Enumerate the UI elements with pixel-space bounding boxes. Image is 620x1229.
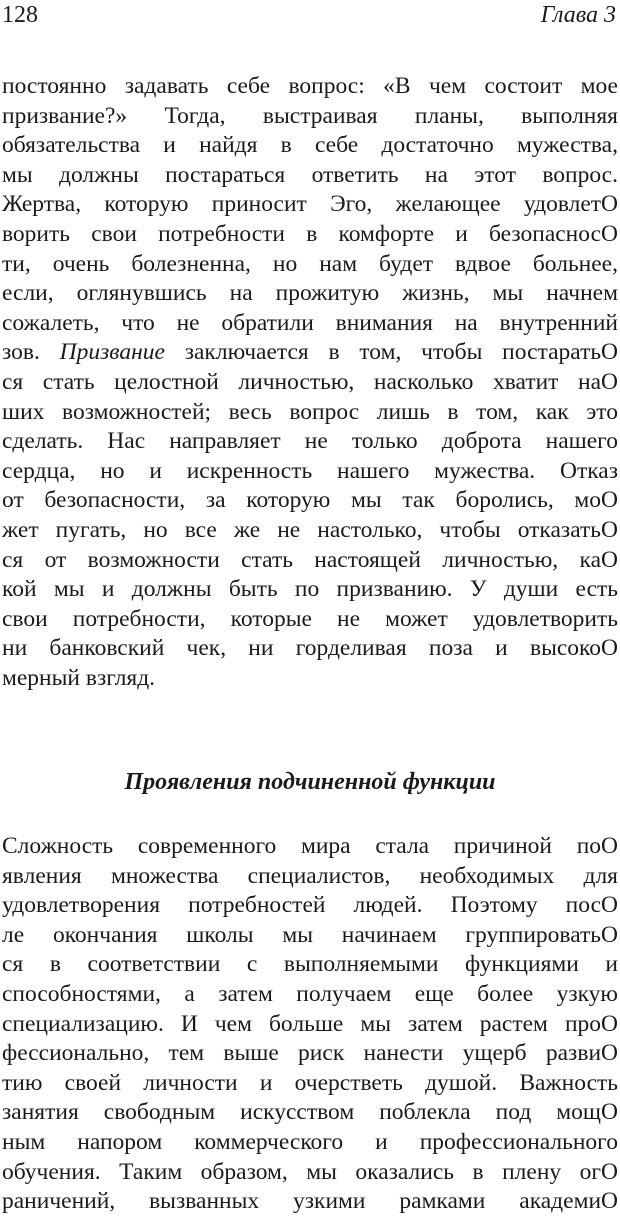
text-line: ворить свои потребности в комфорте и безопасносО (2, 220, 618, 247)
text-line: если, оглянувшись на прожитую жизнь, мы начнем (2, 280, 618, 307)
text-line: призвание?» Тогда, выстраивая планы, выполняя (2, 102, 618, 129)
text-line: Сложность современного мира стала причиной поО (2, 833, 618, 859)
text-line: удовлетворения потребностей людей. Поэтому посО (2, 892, 618, 919)
text-line: специализацию. И чем больше мы затем растем проО (2, 1010, 618, 1037)
paragraph-1 (0, 72, 620, 693)
text-line: сердца, но и искренность нашего мужества. Отказ (2, 457, 618, 484)
text-line: ших возможностей; весь вопрос лишь в том, как это (2, 398, 618, 425)
text-line: обязательства и найдя в себе достаточно мужества, (2, 132, 618, 159)
text-line: занятия свободным искусством поблекла под мощО (2, 1099, 618, 1126)
text-line: ным напором коммерческого и профессионального (2, 1128, 618, 1155)
text-line: фессионально, тем выше риск нанести ущерб развиО (2, 1040, 618, 1067)
text-line: сожалеть, что не обратили внимания на внутренний (2, 309, 618, 336)
text-line: постоянно задавать себе вопрос: «В чем состоит мое (2, 73, 618, 99)
text-line: раничений, вызванных узкими рамками академиО (2, 1188, 618, 1215)
text-line: способностями, а затем получаем еще более узкую (2, 980, 618, 1007)
paragraph-2 (0, 832, 620, 1217)
text-line: от безопасности, за которую мы так боролись, моО (2, 487, 618, 514)
text-line: ни банковский чек, ни горделивая поза и высокоО (2, 635, 618, 662)
text-line: кой мы и должны быть по призванию. У души есть (2, 576, 618, 603)
page-header (0, 0, 620, 40)
text-line: тию своей личности и очерстветь душой. Важность (2, 1069, 618, 1096)
section-heading: Проявления подчиненной функции (124, 769, 496, 795)
text-line: сделать. Нас направляет не только доброта нашего (2, 428, 618, 455)
running-head-chapter: Глава 3 (540, 2, 616, 28)
text-line: Жертва, которую приносит Эго, желающее удовлетО (2, 191, 618, 218)
text-line: ле окончания школы мы начинаем группироватьО (2, 921, 618, 948)
emphasized-term: Призвание (59, 339, 165, 366)
text-line: жет пугать, но все же не настолько, чтобы отказатьО (2, 516, 618, 543)
text-line: ся стать целостной личностью, насколько хватит наО (2, 368, 618, 395)
text-fragment: зов. (2, 339, 40, 366)
text-line: мы должны постараться ответить на этот вопрос. (2, 161, 618, 188)
text-line: ся в соответствии с выполняемыми функциями и (2, 951, 618, 978)
page-number: 128 (2, 2, 38, 28)
text-line: обучения. Таким образом, мы оказались в плену огО (2, 1158, 618, 1185)
text-fragment: заключается в том, чтобы постаратьО (184, 339, 619, 366)
text-line: свои потребности, которые не может удовлетворить (2, 605, 618, 632)
text-line: ся от возможности стать настоящей личностью, каО (2, 546, 618, 573)
text-line: мерный взгляд. (2, 664, 156, 691)
text-line: явления множества специалистов, необходимых для (2, 862, 618, 889)
text-line: ти, очень болезненна, но нам будет вдвое больнее, (2, 250, 618, 277)
text-line-with-emphasis (0, 338, 620, 368)
